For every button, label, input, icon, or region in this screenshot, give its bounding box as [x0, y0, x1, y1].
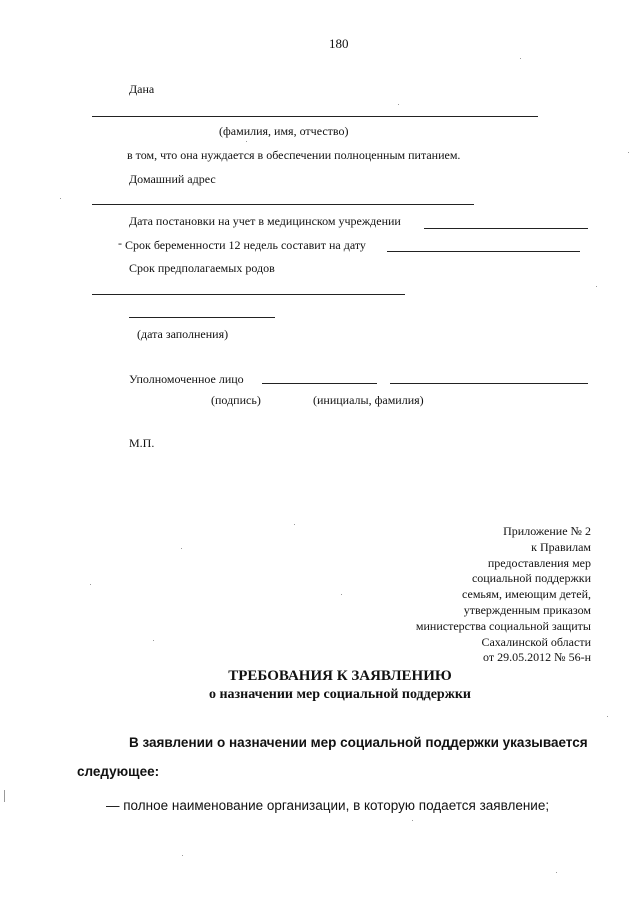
appendix-line: утвержденным приказом: [463, 602, 591, 617]
intro-line-2: следующее:: [77, 764, 160, 779]
scan-speck: [596, 286, 597, 287]
appendix-line: Сахалинской области: [481, 634, 591, 649]
expected-birth-underline: [92, 294, 405, 295]
scan-speck: [90, 584, 91, 585]
expected-birth-label: Срок предполагаемых родов: [129, 261, 275, 275]
signature-underline: [262, 383, 377, 384]
seal-mark: М.П.: [129, 436, 155, 450]
appendix-line: к Правилам: [531, 539, 591, 554]
appendix-line: от 29.05.2012 № 56-н: [483, 650, 591, 665]
authorized-person-label: Уполномоченное лицо: [129, 372, 244, 386]
scan-speck: [628, 152, 629, 153]
requirements-title: ТРЕБОВАНИЯ К ЗАЯВЛЕНИЮ: [228, 668, 452, 684]
scan-speck: [520, 58, 521, 59]
pregnancy-term-text: Срок беременности 12 недель составит на дату: [125, 238, 366, 252]
appendix-line: министерства социальной защиты: [415, 618, 591, 633]
pregnancy-term-label: [118, 238, 366, 253]
scan-speck: [412, 820, 413, 821]
needs-statement: в том, что она нуждается в обеспечении полноценным питанием.: [127, 148, 461, 162]
name-underline: [92, 116, 538, 117]
home-address-label: Домашний адрес: [129, 172, 216, 186]
scan-edge-mark: [4, 790, 5, 802]
scan-speck: [556, 872, 557, 873]
registration-date-underline: [424, 228, 588, 229]
intro-line-1: В заявлении о назначении мер социальной поддержки указывается: [129, 735, 588, 750]
appendix-line: семьям, имеющим детей,: [462, 587, 591, 602]
appendix-line: социальной поддержки: [471, 571, 591, 586]
scan-speck: [181, 548, 182, 549]
requirements-subtitle: о назначении мер социальной поддержки: [208, 687, 471, 702]
registration-date-label: Дата постановки на учет в медицинском учреждении: [129, 214, 401, 228]
requirement-item-1: — полное наименование организации, в которую подается заявление;: [106, 798, 550, 813]
fill-date-underline: [129, 317, 275, 318]
signature-caption: (подпись): [211, 393, 261, 407]
appendix-line: предоставления мер: [487, 555, 591, 570]
initials-underline: [390, 383, 588, 384]
address-underline: [92, 204, 474, 205]
scan-speck: [60, 198, 61, 199]
dash-mark: ‐: [118, 236, 122, 250]
fill-date-caption: (дата заполнения): [137, 327, 229, 341]
page-number: 180: [329, 36, 349, 51]
scan-speck: [341, 594, 342, 595]
scan-speck: [153, 640, 154, 641]
scan-speck: [607, 716, 608, 717]
given-to-label: Дана: [129, 82, 155, 96]
scan-speck: [246, 141, 247, 142]
scan-speck: [182, 855, 183, 856]
name-caption: (фамилия, имя, отчество): [219, 124, 349, 138]
appendix-line: Приложение № 2: [503, 524, 591, 538]
initials-caption: (инициалы, фамилия): [313, 393, 424, 407]
scan-speck: [398, 104, 399, 105]
appendix-block: [416, 524, 591, 666]
scan-speck: [294, 524, 295, 525]
pregnancy-term-underline: [387, 251, 580, 252]
